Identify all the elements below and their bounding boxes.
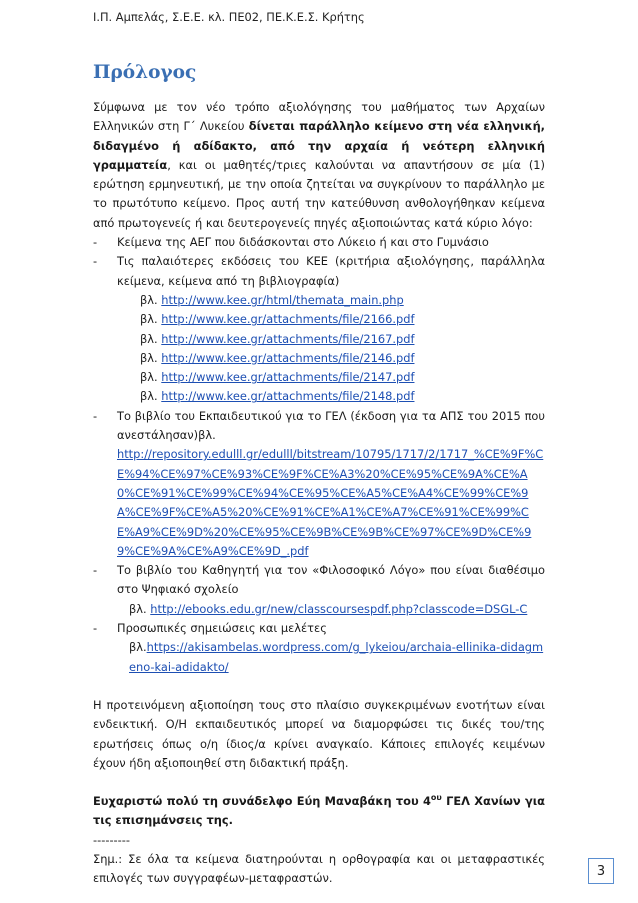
reference-line <box>93 600 545 619</box>
document-body <box>93 98 545 889</box>
see-label: βλ. <box>129 640 147 655</box>
reference-link[interactable]: http://www.kee.gr/attachments/file/2146.pdf <box>161 350 415 365</box>
page-title: Πρόλογος <box>93 62 197 83</box>
see-label: βλ. <box>140 312 162 327</box>
closing-paragraph: Η προτεινόμενη αξιοποίηση τους στο πλαίσιο συγκεκριμένων ενοτήτων είναι ενδεικτική. Ο/Η εκπαιδευτικός μπορεί να διαμορφώσει τις δικές του/της ερωτήσεις όπως ο/η ίδιος/α κρίνει αναγκαίο. Κάποιες επιλογές κειμένων έχουν ήδη αξιοποιηθεί στη διδακτική πράξη. <box>93 697 545 770</box>
running-header: Ι.Π. Αμπελάς, Σ.Ε.Ε. κλ. ΠΕ02, ΠΕ.Κ.Ε.Σ. Κρήτης <box>93 10 365 24</box>
list-item <box>93 619 545 638</box>
repository-link[interactable]: http://repository.edulll.gr/edulll/bitstream/10795/1717/2/1717_%CE%9F%CE%94%CE%97%CE%93%CE%9F%CE%A3%20%CE%95%CE%9A%CE%A0%CE%91%CE%99%CE%94%CE%95%CE%A5%CE%A4%CE%99%CE%9A%CE%9F%CE%A5%20%CE%91%CE%A1%CE%A7%CE%91%CE%99%CE%A9%CE%9D%20%CE%95%CE%9B%CE%9B%CE%97%CE%9D%CE%99%CE%9A%CE%A9%CE%9D_.pdf <box>117 447 544 558</box>
list-item <box>93 252 545 291</box>
note-paragraph: Σημ.: Σε όλα τα κείμενα διατηρούνται η ορθογραφία και οι μεταφραστικές επιλογές των συγγραφέων-μεταφραστών. <box>93 851 545 886</box>
blog-link[interactable]: https://akisambelas.wordpress.com/g_lykeiou/archaia-ellinika-didagmeno-kai-adidakto/ <box>129 640 544 674</box>
list-item <box>93 407 545 561</box>
page-number: 3 <box>596 863 606 879</box>
reference-line <box>93 349 545 368</box>
acknowledgement <box>93 792 545 831</box>
intro-text-end: , και οι μαθητές/τριες καλούνται να απαντήσουν σε μία (1) ερώτηση ερμηνευτική, με την οποία ζητείται να συγκρίνουν το παράλληλο με το πρωτότυπο κείμενο. Προς αυτή την κατεύθυνση ανθολογήθηκαν κείμενα από πρωτογενείς ή και δευτερογενείς πηγές αξιοποιώντας κατά κύριο λόγο: <box>93 157 545 230</box>
page-number-box <box>588 858 614 884</box>
list-item-text: Κείμενα της ΑΕΓ που διδάσκονται στο Λύκειο ή και στο Γυμνάσιο <box>117 235 489 250</box>
see-label: βλ. <box>140 370 162 385</box>
list-dash: - <box>93 563 98 578</box>
ordinal-suffix: ου <box>430 793 442 803</box>
list-dash: - <box>93 621 98 636</box>
list-item-text: Το βιβλίο του Εκπαιδευτικού για το ΓΕΛ (έκδοση για τα ΑΠΣ του 2015 που ανεστάλησαν)βλ. <box>117 408 545 443</box>
intro-paragraph <box>93 98 545 233</box>
list-dash: - <box>93 254 98 269</box>
see-label: βλ. <box>140 292 162 307</box>
reference-line <box>93 387 545 406</box>
acknowledgement-text-end: ΓΕΛ Χανίων για τις επισημάνσεις της. <box>93 794 545 828</box>
see-label: βλ. <box>129 601 151 616</box>
spacer <box>93 677 545 696</box>
see-label: βλ. <box>140 389 162 404</box>
reference-link[interactable]: http://www.kee.gr/attachments/file/2167.pdf <box>161 331 415 346</box>
list-dash: - <box>93 235 98 250</box>
reference-line <box>93 368 545 387</box>
reference-link[interactable]: http://www.kee.gr/attachments/file/2148.pdf <box>161 389 415 404</box>
list-item-text: Τις παλαιότερες εκδόσεις του ΚΕΕ (κριτήρια αξιολόγησης, παράλληλα κείμενα, κείμενα από τη βιβλιογραφία) <box>117 254 545 288</box>
list-item-text: Το βιβλίο του Καθηγητή για τον «Φιλοσοφικό Λόγο» που είναι διαθέσιμο στο Ψηφιακό σχολείο <box>117 563 545 597</box>
list-item <box>93 561 545 600</box>
separator-line: --------- <box>93 832 130 847</box>
list-item-text: Προσωπικές σημειώσεις και μελέτες <box>117 621 327 636</box>
list-dash: - <box>93 408 98 423</box>
intro-bold-text: δίνεται παράλληλο κείμενο στη νέα ελληνική, διδαγμένο ή αδίδακτο, από την αρχαία ή νεότερη ελληνική γραμματεία <box>93 119 546 172</box>
reference-line <box>93 330 545 349</box>
reference-link[interactable]: http://www.kee.gr/html/themata_main.php <box>161 292 404 307</box>
spacer <box>93 773 545 792</box>
reference-link[interactable]: http://www.kee.gr/attachments/file/2166.pdf <box>161 312 415 327</box>
see-label: βλ. <box>140 331 162 346</box>
acknowledgement-text-start: Ευχαριστώ πολύ τη συνάδελφο Εύη Μαναβάκη του 4 <box>93 794 431 809</box>
list-item <box>93 233 545 252</box>
reference-link[interactable]: http://www.kee.gr/attachments/file/2147.pdf <box>161 370 415 385</box>
reference-line <box>93 291 545 310</box>
reference-line <box>93 638 545 677</box>
ebooks-link[interactable]: http://ebooks.edu.gr/new/classcoursespdf.php?classcode=DSGL-C <box>150 601 528 616</box>
reference-line <box>93 310 545 329</box>
see-label: βλ. <box>140 350 162 365</box>
intro-text-start: Σύμφωνα με τον νέο τρόπο αξιολόγησης του μαθήματος των Αρχαίων Ελληνικών στη Γ΄ Λυκείου <box>93 100 545 134</box>
